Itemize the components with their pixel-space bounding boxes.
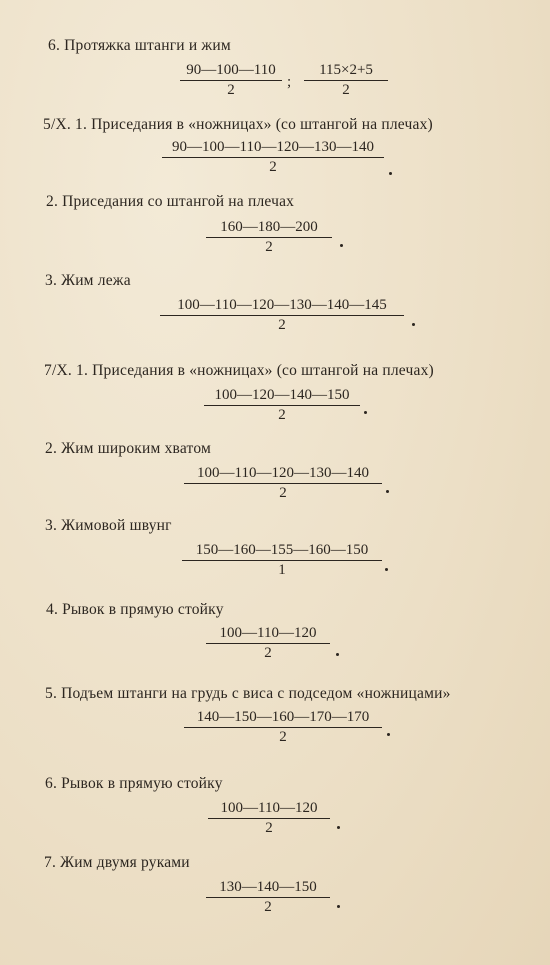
fraction-bar bbox=[304, 80, 388, 81]
fraction-numerator: 115×2+5 bbox=[319, 62, 373, 78]
fraction-denominator: 2 bbox=[265, 820, 273, 836]
fraction bbox=[180, 62, 282, 99]
fraction bbox=[206, 879, 330, 916]
period-mark bbox=[340, 244, 343, 247]
fraction-bar bbox=[208, 818, 330, 819]
fraction-denominator: 2 bbox=[342, 82, 350, 98]
fraction bbox=[204, 387, 360, 424]
exercise-heading: 2. Приседания со штангой на плечах bbox=[46, 193, 295, 210]
period-mark bbox=[337, 905, 340, 908]
fraction-denominator: 2 bbox=[264, 645, 272, 661]
fraction-bar bbox=[184, 727, 382, 728]
period-mark bbox=[337, 826, 340, 829]
fraction-denominator: 2 bbox=[227, 82, 235, 98]
exercise-heading: 5. Подъем штанги на грудь с виса с подседом «ножницами» bbox=[45, 685, 451, 702]
fraction-bar bbox=[204, 405, 360, 406]
period-mark bbox=[386, 490, 389, 493]
fraction-bar bbox=[162, 157, 384, 158]
fraction bbox=[182, 542, 382, 579]
fraction bbox=[162, 139, 384, 176]
period-mark bbox=[389, 172, 392, 175]
fraction-numerator: 100—120—140—150 bbox=[214, 387, 350, 403]
period-mark bbox=[412, 323, 415, 326]
fraction-numerator: 90—100—110—120—130—140 bbox=[172, 139, 374, 155]
fraction bbox=[184, 709, 382, 746]
exercise-heading: 3. Жим лежа bbox=[45, 272, 131, 289]
exercise-heading: 7. Жим двумя руками bbox=[44, 854, 190, 871]
fraction-numerator: 100—110—120 bbox=[219, 625, 317, 641]
fraction bbox=[206, 625, 330, 662]
exercise-heading: 5/X. 1. Приседания в «ножницах» (со штангой на плечах) bbox=[43, 116, 433, 133]
fraction-numerator: 160—180—200 bbox=[220, 219, 318, 235]
fraction-denominator: 2 bbox=[269, 159, 277, 175]
fraction-numerator: 140—150—160—170—170 bbox=[196, 709, 370, 725]
fraction-bar bbox=[206, 643, 330, 644]
period-mark bbox=[364, 411, 367, 414]
exercise-heading: 6. Рывок в прямую стойку bbox=[45, 775, 223, 792]
fraction-denominator: 2 bbox=[279, 729, 287, 745]
exercise-heading: 6. Протяжка штанги и жим bbox=[48, 37, 231, 54]
period-mark bbox=[385, 568, 388, 571]
exercise-heading: 3. Жимовой швунг bbox=[45, 517, 172, 534]
fraction-bar bbox=[184, 483, 382, 484]
fraction-numerator: 90—100—110 bbox=[186, 62, 276, 78]
fraction-separator: ; bbox=[287, 74, 292, 90]
fraction bbox=[208, 800, 330, 837]
fraction-numerator: 130—140—150 bbox=[219, 879, 317, 895]
fraction bbox=[206, 219, 332, 256]
fraction bbox=[184, 465, 382, 502]
fraction-numerator: 100—110—120—130—140 bbox=[197, 465, 369, 481]
fraction-denominator: 2 bbox=[278, 317, 286, 333]
fraction bbox=[160, 297, 404, 334]
fraction-numerator: 100—110—120—130—140—145 bbox=[177, 297, 387, 313]
fraction-bar bbox=[206, 897, 330, 898]
fraction bbox=[304, 62, 388, 99]
fraction-denominator: 1 bbox=[278, 562, 286, 578]
fraction-denominator: 2 bbox=[265, 239, 273, 255]
fraction-bar bbox=[206, 237, 332, 238]
fraction-numerator: 100—110—120 bbox=[220, 800, 318, 816]
period-mark bbox=[387, 733, 390, 736]
fraction-numerator: 150—160—155—160—150 bbox=[195, 542, 369, 558]
exercise-heading: 7/X. 1. Приседания в «ножницах» (со штангой на плечах) bbox=[44, 362, 434, 379]
exercise-heading: 2. Жим широким хватом bbox=[45, 440, 211, 457]
fraction-bar bbox=[160, 315, 404, 316]
fraction-denominator: 2 bbox=[279, 485, 287, 501]
fraction-denominator: 2 bbox=[264, 899, 272, 915]
period-mark bbox=[336, 653, 339, 656]
fraction-bar bbox=[182, 560, 382, 561]
fraction-bar bbox=[180, 80, 282, 81]
exercise-heading: 4. Рывок в прямую стойку bbox=[46, 601, 224, 618]
fraction-denominator: 2 bbox=[278, 407, 286, 423]
